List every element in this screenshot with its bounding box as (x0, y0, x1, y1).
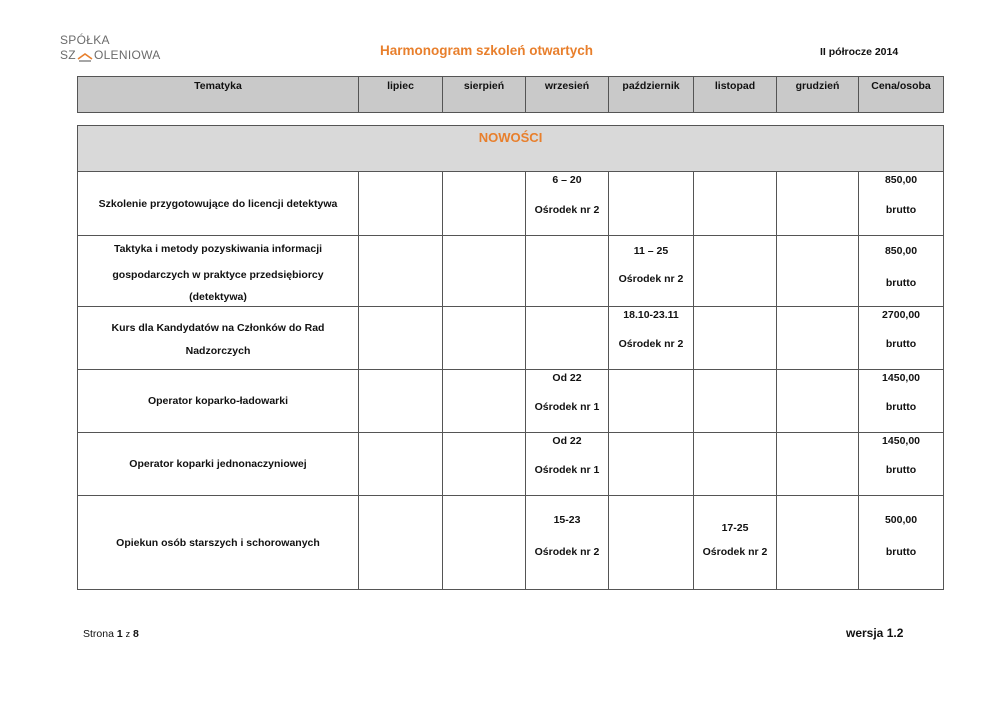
schedule-table (77, 125, 944, 590)
price-unit: brutto (885, 546, 917, 558)
cell-place: Ośrodek nr 2 (618, 338, 684, 350)
price-value: 2700,00 (882, 309, 921, 321)
cell-wrzesien (526, 433, 609, 496)
cell-lipiec (359, 433, 443, 496)
version-label: wersja 1.2 (846, 626, 904, 640)
col-header-sierpien: sierpień (443, 77, 526, 113)
price-value: 850,00 (884, 174, 918, 186)
col-header-pazdziernik: październik (609, 77, 694, 113)
document-title: Harmonogram szkoleń otwartych (380, 43, 594, 58)
row-topic (78, 236, 359, 307)
cell-lipiec (359, 307, 443, 370)
cell-price (859, 433, 944, 496)
row-topic: Opiekun osób starszych i schorowanych (78, 496, 359, 590)
cell-lipiec (359, 236, 443, 307)
cell-listopad (694, 433, 777, 496)
cell-sierpien (443, 496, 526, 590)
cell-sierpien (443, 433, 526, 496)
price-unit: brutto (885, 204, 917, 216)
cell-wrzesien (526, 307, 609, 370)
cell-place: Ośrodek nr 1 (534, 401, 600, 413)
cell-dates: 17-25 (721, 522, 749, 534)
row-topic (78, 307, 359, 370)
cell-pazdziernik (609, 370, 694, 433)
cell-dates: 18.10-23.11 (623, 309, 679, 321)
topic-line: Nadzorczych (185, 345, 251, 357)
cell-dates: Od 22 (552, 435, 582, 447)
page-indicator (83, 628, 139, 640)
cell-price (859, 236, 944, 307)
col-header-lipiec: lipiec (359, 77, 443, 113)
table-row (78, 370, 944, 433)
topic-line: gospodarczych w praktyce przedsiębiorcy (112, 269, 324, 281)
cell-grudzien (777, 236, 859, 307)
cell-price (859, 172, 944, 236)
topic-line: (detektywa) (189, 291, 247, 303)
page-current: 1 (116, 628, 123, 640)
col-header-grudzien: grudzień (777, 77, 859, 113)
cell-pazdziernik (609, 307, 694, 370)
logo-swoosh-icon (77, 50, 93, 62)
cell-wrzesien (526, 172, 609, 236)
price-unit: brutto (885, 338, 917, 350)
logo-line2 (60, 48, 161, 63)
cell-listopad (694, 172, 777, 236)
row-topic: Operator koparki jednonaczyniowej (78, 433, 359, 496)
schedule-header-table (77, 76, 944, 113)
cell-place: Ośrodek nr 2 (618, 273, 684, 285)
cell-price (859, 370, 944, 433)
price-value: 1450,00 (882, 372, 921, 384)
cell-wrzesien (526, 370, 609, 433)
cell-listopad (694, 236, 777, 307)
page-of: z (125, 629, 131, 639)
cell-price (859, 307, 944, 370)
price-unit: brutto (885, 401, 917, 413)
cell-lipiec (359, 496, 443, 590)
cell-grudzien (777, 433, 859, 496)
topic-line: Kurs dla Kandydatów na Członków do Rad (111, 322, 325, 334)
cell-pazdziernik (609, 172, 694, 236)
price-value: 500,00 (884, 514, 918, 526)
company-logo (60, 33, 161, 63)
col-header-listopad: listopad (694, 77, 777, 113)
cell-lipiec (359, 370, 443, 433)
cell-pazdziernik (609, 236, 694, 307)
col-header-topic: Tematyka (78, 77, 359, 113)
cell-pazdziernik (609, 496, 694, 590)
topic-line: Taktyka i metody pozyskiwania informacji (113, 243, 323, 255)
col-header-wrzesien: wrzesień (526, 77, 609, 113)
cell-place: Ośrodek nr 2 (534, 546, 600, 558)
row-topic: Szkolenie przygotowujące do licencji detektywa (78, 172, 359, 236)
cell-listopad (694, 307, 777, 370)
table-row (78, 496, 944, 590)
cell-lipiec (359, 172, 443, 236)
price-unit: brutto (885, 464, 917, 476)
cell-dates: 6 – 20 (552, 174, 582, 186)
logo-line1: SPÓŁKA (60, 33, 110, 47)
price-value: 1450,00 (882, 435, 921, 447)
cell-dates: Od 22 (552, 372, 582, 384)
cell-grudzien (777, 370, 859, 433)
col-header-price: Cena/osoba (859, 77, 944, 113)
cell-listopad (694, 370, 777, 433)
cell-sierpien (443, 370, 526, 433)
cell-sierpien (443, 307, 526, 370)
logo-text-a: SZ (60, 48, 76, 62)
table-row (78, 307, 944, 370)
cell-dates: 15-23 (553, 514, 581, 526)
logo-text-b: OLENIOWA (93, 48, 161, 62)
cell-place: Ośrodek nr 2 (534, 204, 600, 216)
page-label: Strona (83, 628, 114, 640)
cell-pazdziernik (609, 433, 694, 496)
cell-sierpien (443, 172, 526, 236)
table-row (78, 433, 944, 496)
cell-listopad (694, 496, 777, 590)
cell-sierpien (443, 236, 526, 307)
cell-price (859, 496, 944, 590)
table-row (78, 172, 944, 236)
price-unit: brutto (885, 277, 917, 289)
table-row (78, 236, 944, 307)
cell-place: Ośrodek nr 1 (534, 464, 600, 476)
row-topic: Operator koparko-ładowarki (78, 370, 359, 433)
page-total: 8 (133, 628, 139, 640)
period-label: II półrocze 2014 (820, 46, 899, 58)
cell-grudzien (777, 172, 859, 236)
cell-wrzesien (526, 496, 609, 590)
cell-place: Ośrodek nr 2 (702, 546, 768, 558)
cell-grudzien (777, 307, 859, 370)
cell-dates: 11 – 25 (633, 245, 669, 257)
cell-wrzesien (526, 236, 609, 307)
cell-grudzien (777, 496, 859, 590)
price-value: 850,00 (884, 245, 918, 257)
section-title: NOWOŚCI (78, 126, 944, 172)
